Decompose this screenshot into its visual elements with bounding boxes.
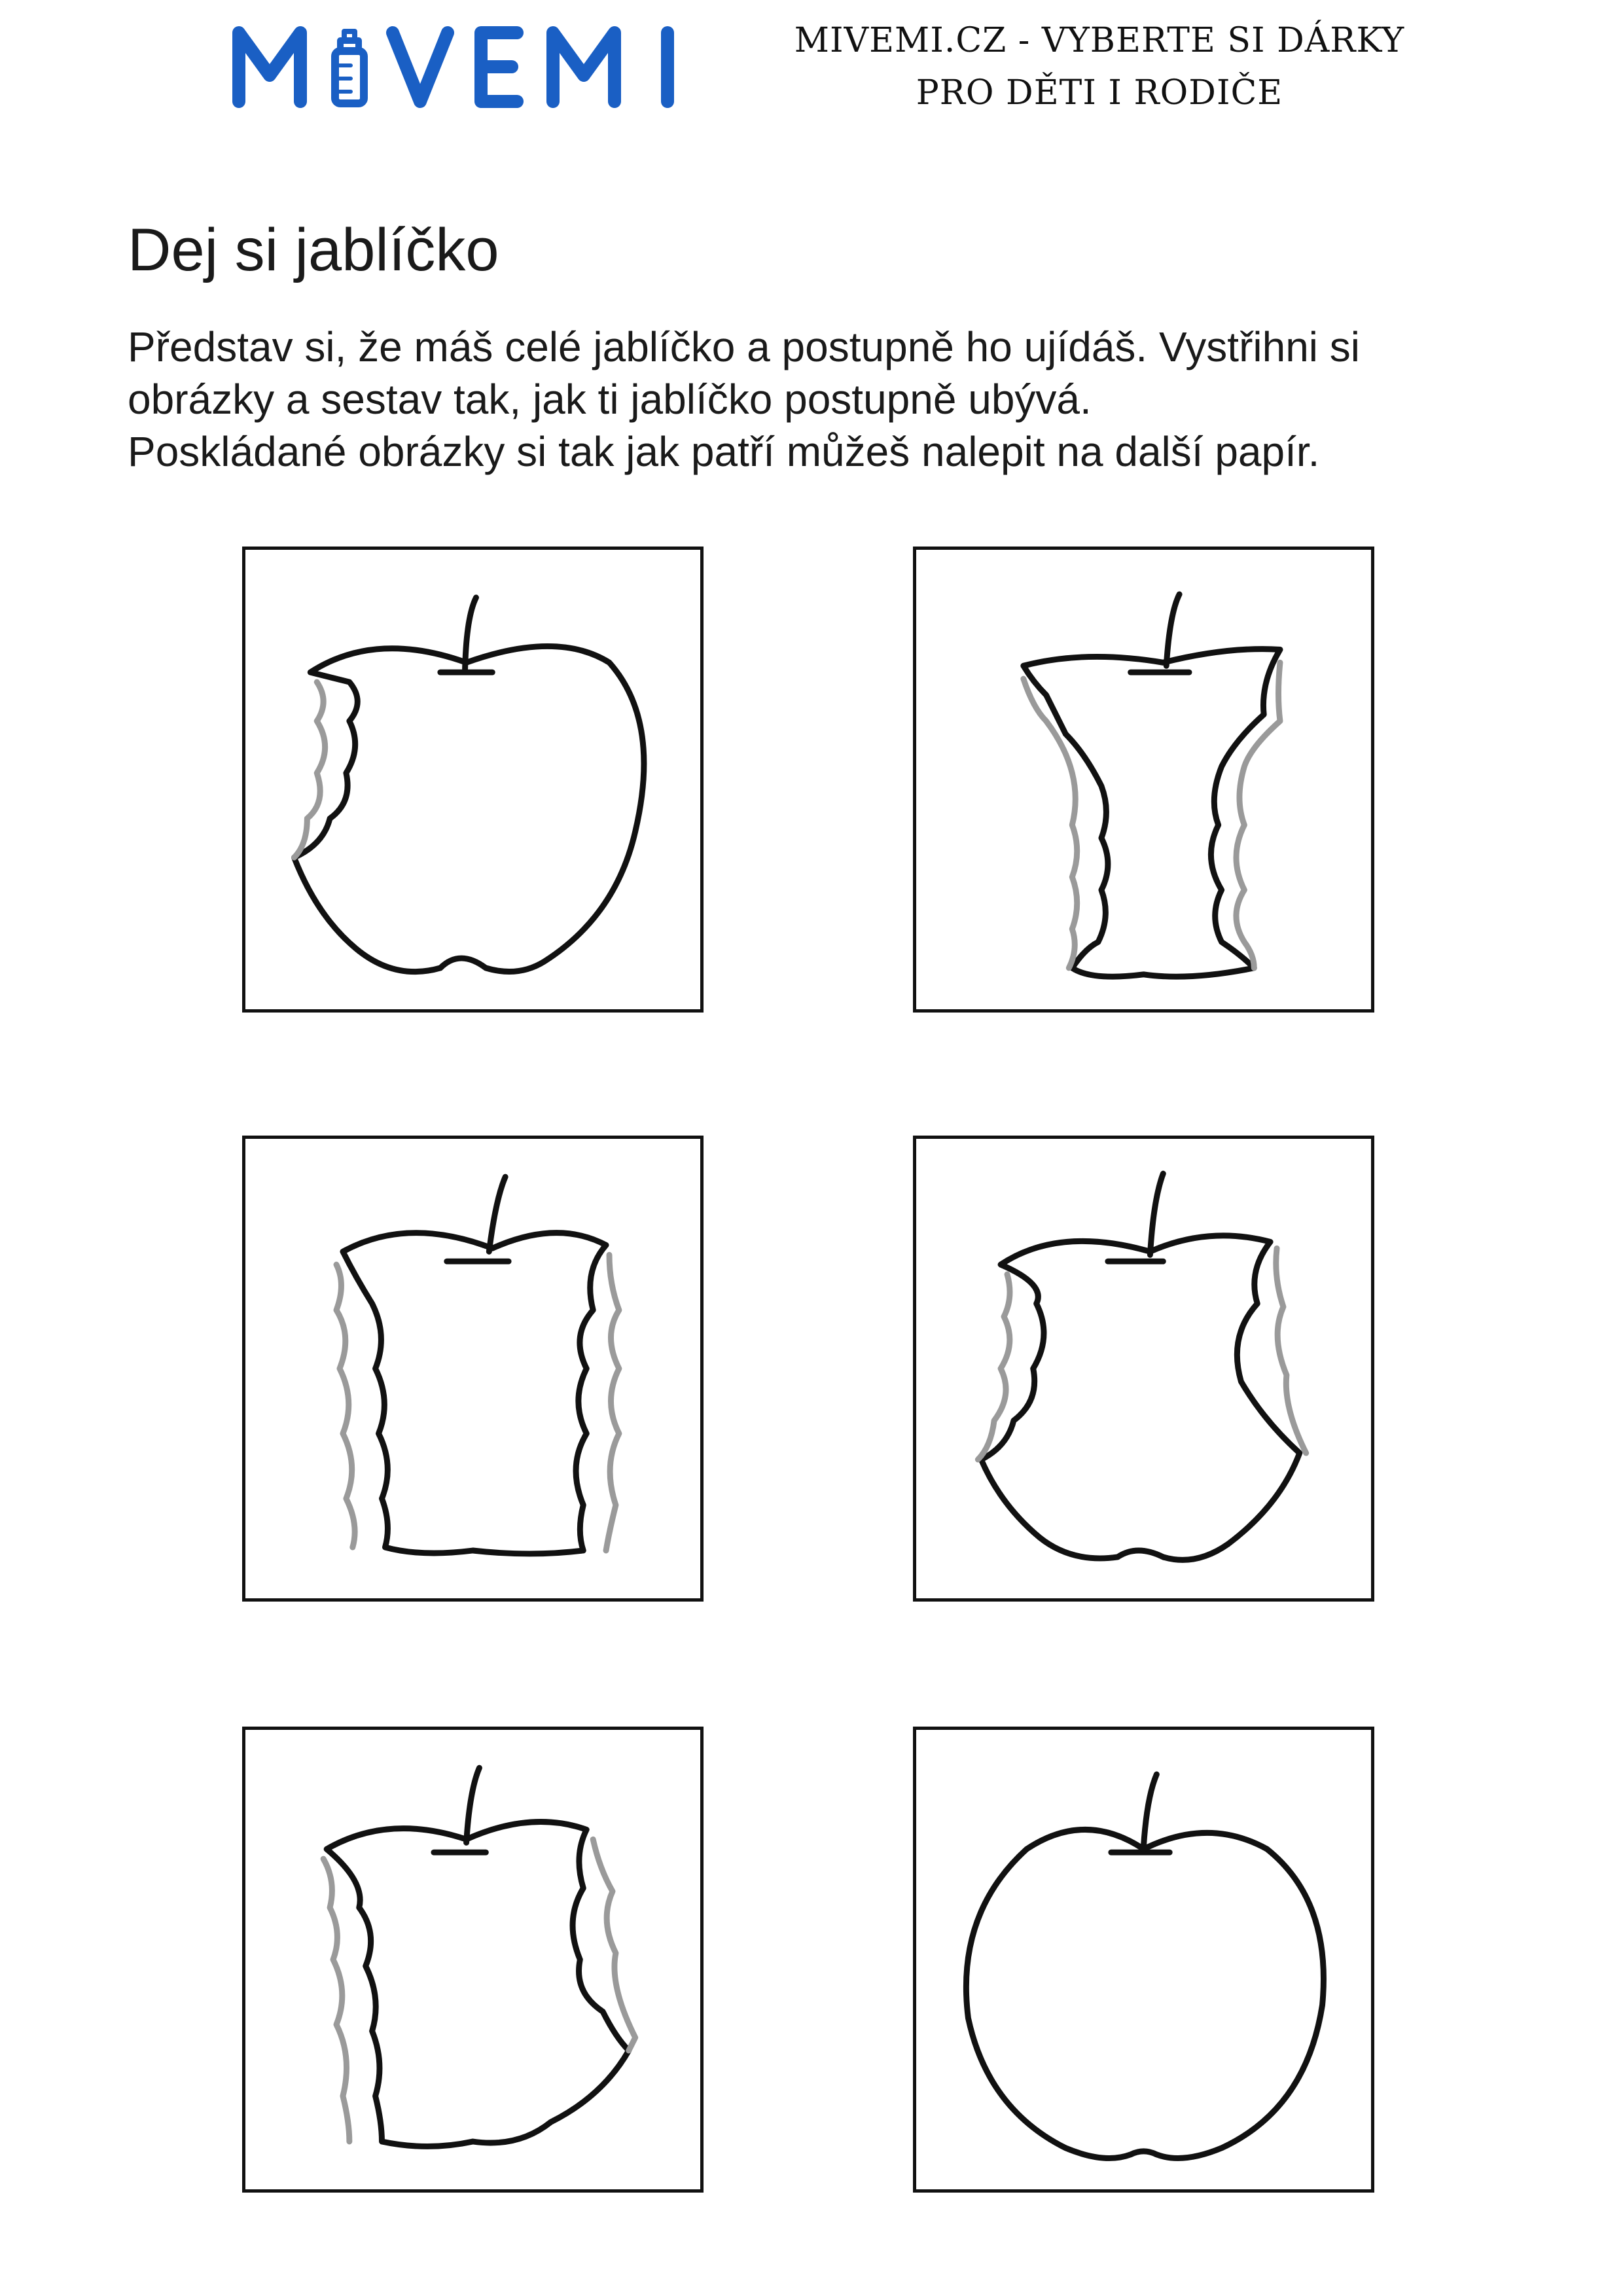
tagline-line-1: MIVEMI.CZ - VYBERTE SI DÁRKY [794, 21, 1405, 60]
apple-one-bite-icon [245, 550, 700, 1009]
apple-card-3[interactable] [242, 1136, 704, 1602]
instructions [128, 321, 1535, 478]
apple-card-5[interactable] [242, 1727, 704, 2193]
apple-card-4[interactable] [913, 1136, 1374, 1602]
header-tagline [772, 14, 1427, 119]
whole-apple-icon [916, 1730, 1371, 2189]
tagline-line-2: PRO DĚTI I RODIČE [916, 73, 1283, 113]
apple-two-bites-icon [916, 1139, 1371, 1598]
worksheet-title: Dej si jablíčko [128, 217, 499, 283]
apple-eaten-both-sides-icon [245, 1139, 700, 1598]
mivemi-logo[interactable] [229, 20, 713, 118]
instruction-line-2: obrázky a sestav tak, jak ti jablíčko postupně ubývá. [128, 376, 1092, 423]
apple-core-icon [916, 550, 1371, 1009]
apple-card-2[interactable] [913, 547, 1374, 1013]
apple-card-6[interactable] [913, 1727, 1374, 2193]
apple-card-1[interactable] [242, 547, 704, 1013]
instruction-line-3: Poskládané obrázky si tak jak patří můžeš nalepit na další papír. [128, 428, 1320, 475]
instruction-line-1: Představ si, že máš celé jablíčko a postupně ho ujídáš. Vystřihni si [128, 323, 1360, 370]
apple-three-bites-icon [245, 1730, 700, 2189]
